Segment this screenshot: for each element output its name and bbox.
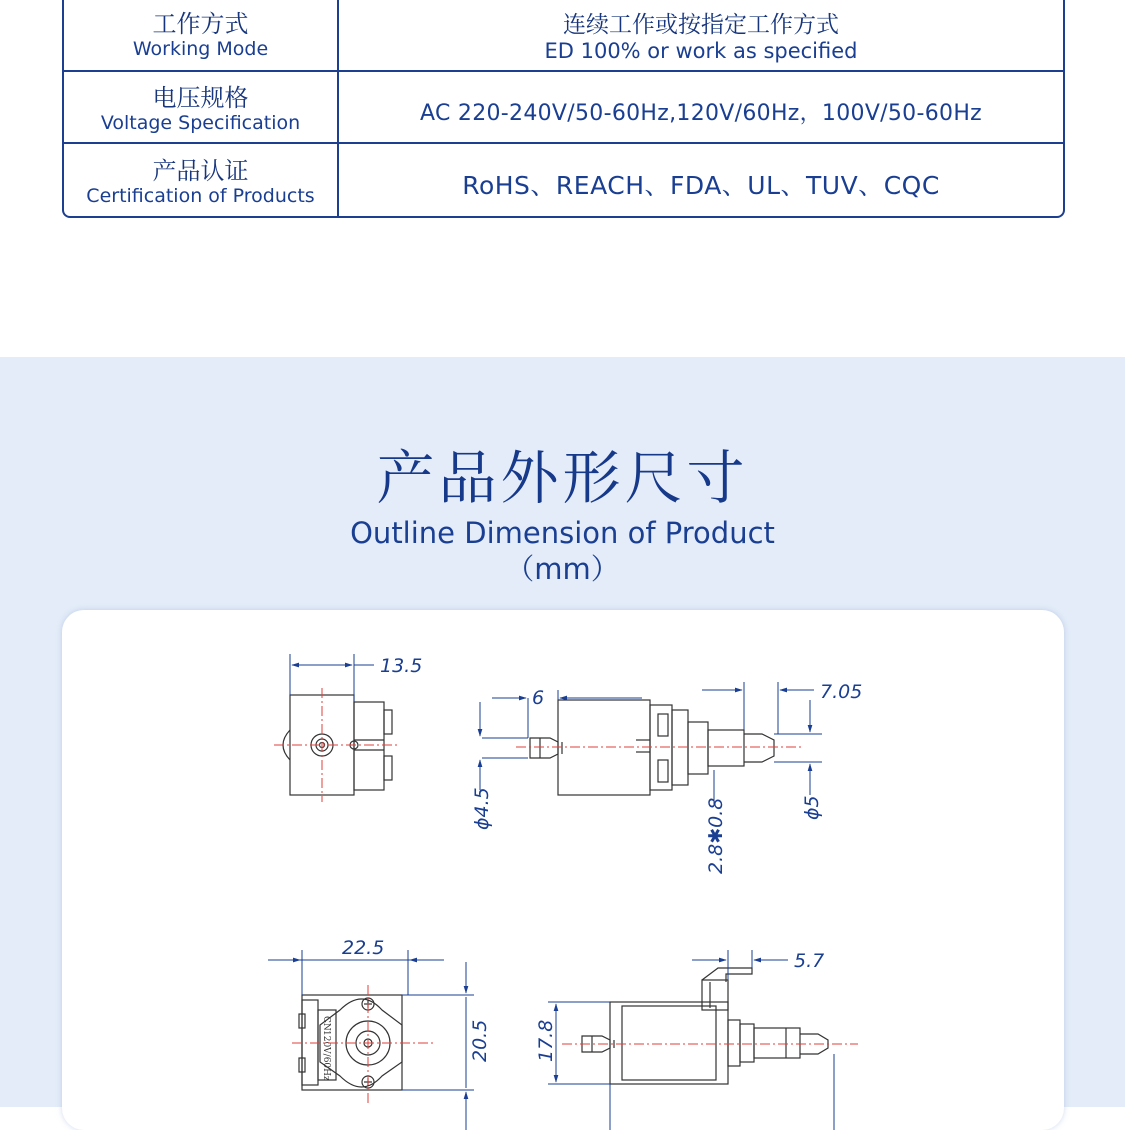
spec-label-zh: 产品认证: [152, 157, 249, 185]
spec-value-en: ED 100% or work as specified: [544, 38, 858, 63]
spec-label-en: Voltage Specification: [100, 112, 301, 134]
spec-label-cell: [64, 72, 339, 142]
section-title-zh: 产品外形尺寸: [376, 444, 749, 512]
dim-22-5: 22.5: [342, 937, 385, 959]
dim-13-5: 13.5: [380, 655, 423, 677]
spec-label-en: Certification of Products: [86, 185, 315, 207]
dim-17-8: 17.8: [535, 1019, 557, 1062]
spec-row-working-mode: [64, 0, 1063, 72]
spec-label-cell: [64, 144, 339, 216]
spec-label-cell: [64, 0, 339, 70]
spec-value-voltage: AC 220-240V/50-60Hz,120V/60Hz，100V/50-60Hz: [419, 100, 983, 126]
spec-value-certification: RoHS、REACH、FDA、UL、TUV、CQC: [462, 171, 940, 200]
section-unit: （mm）: [505, 552, 620, 586]
dim-20-5: 20.5: [469, 1019, 491, 1062]
spec-value-cell: [339, 72, 1063, 146]
spec-label-zh: 工作方式: [152, 10, 249, 38]
spec-label-zh: 电压规格: [152, 84, 249, 112]
spec-row-voltage: [64, 72, 1063, 144]
dim-6: 6: [532, 687, 545, 709]
spec-table: [62, 0, 1065, 218]
dim-7-05: 7.05: [820, 681, 863, 703]
spec-value-zh: 连续工作或按指定工作方式: [563, 11, 839, 38]
spec-row-certification: [64, 144, 1063, 216]
spec-label-en: Working Mode: [132, 38, 269, 60]
spec-value-cell: [339, 144, 1063, 218]
stamp-cn: CN: [321, 1016, 331, 1031]
dim-5-7: 5.7: [794, 950, 825, 972]
top-view-drawing: [582, 968, 828, 1084]
section-title-en: Outline Dimension of Product: [350, 516, 775, 550]
technical-drawing: [62, 610, 1064, 1130]
stamp-voltage: 120V/60Hz: [321, 1030, 331, 1081]
outline-dimension-section: [0, 357, 1125, 1107]
dim-2-8x0-8: 2.8✱0.8: [705, 797, 727, 874]
dim-phi-4-5: ϕ4.5: [471, 787, 493, 830]
spec-value-cell: [339, 0, 1063, 74]
dim-phi-5: ϕ5: [801, 795, 823, 820]
technical-drawing-card: [62, 610, 1064, 1130]
